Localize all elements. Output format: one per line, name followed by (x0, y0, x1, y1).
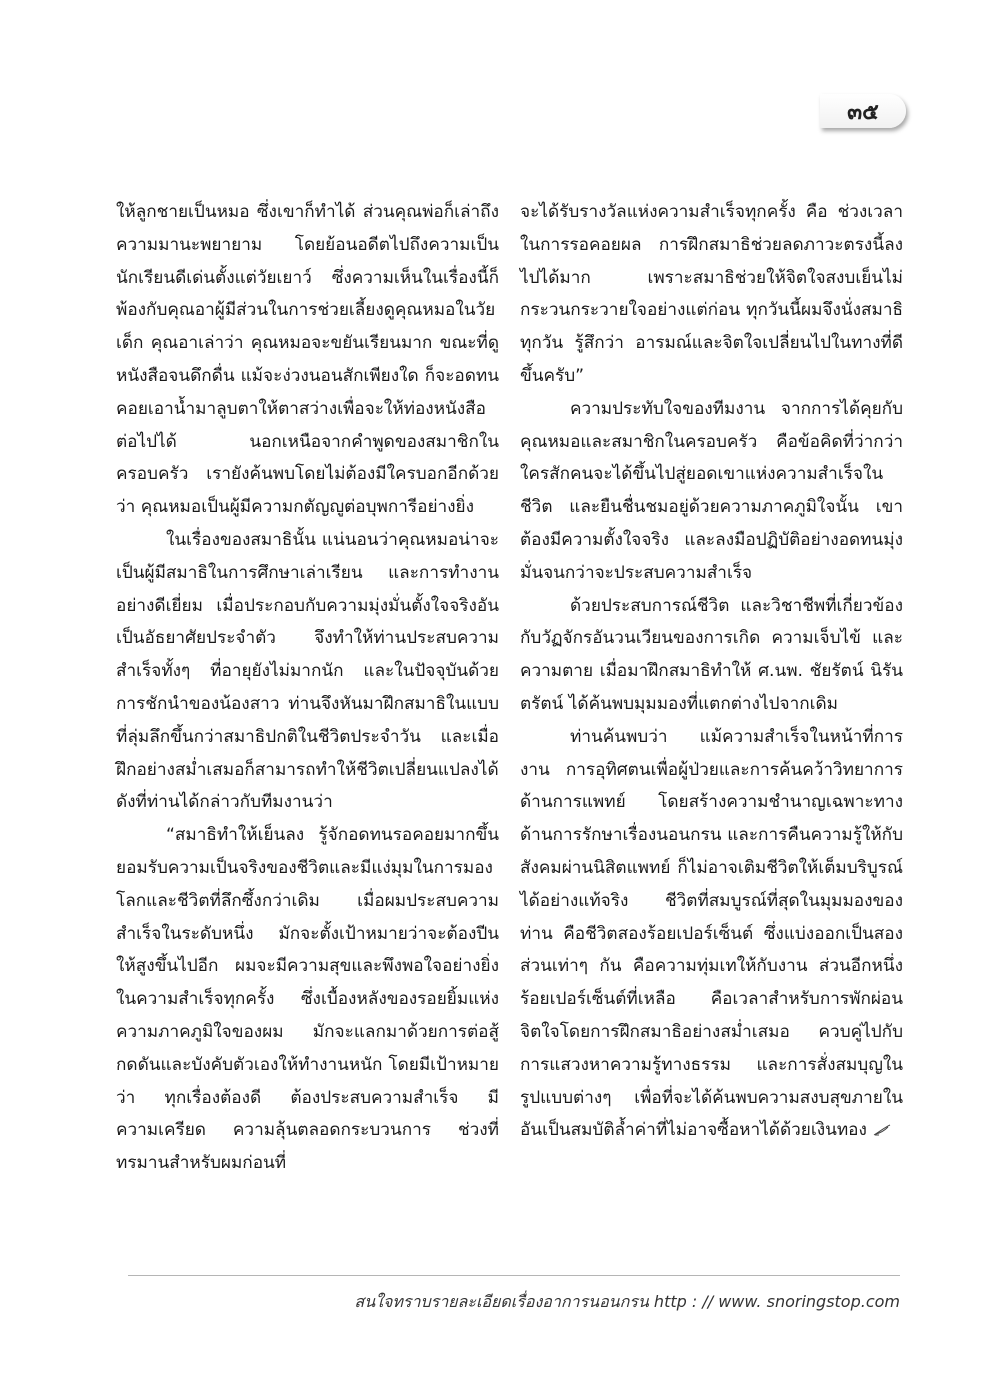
footer-divider (128, 1275, 900, 1276)
left-column (116, 196, 499, 1180)
paragraph: ในเรื่องของสมาธินั้น แน่นอนว่าคุณหมอน่าจะเป็นผู้มีสมาธิในการศึกษาเล่าเรียน และการทำงานอย่างดีเยี่ยม เมื่อประกอบกับความมุ่งมั่นตั้งใจจริงอันเป็นอัธยาศัยประจำตัว จึงทำให้ท่านประสบความสำเร็จทั้งๆ ที่อายุยังไม่มากนัก และในปัจจุบันด้วยการชักนำของน้องสาว ท่านจึงหันมาฝึกสมาธิในแบบที่ลุ่มลึกขึ้นกว่าสมาธิปกติในชีวิตประจำวัน และเมื่อฝึกอย่างสม่ำเสมอก็สามารถทำให้ชีวิตเปลี่ยนแปลงได้ดังที่ท่านได้กล่าวกับทีมงานว่า (116, 529, 499, 813)
quill-end-icon (873, 1124, 891, 1136)
page-number: ๓๕ (847, 99, 879, 125)
paragraph: “สมาธิทำให้เย็นลง รู้จักอดทนรอคอยมากขึ้น ยอมรับความเป็นจริงของชีวิตและมีแง่มุมในการมองโลกและชีวิตที่ลึกซึ้งกว่าเดิม เมื่อผมประสบความสำเร็จในระดับหนึ่ง มักจะตั้งเป้าหมายว่าจะต้องปีนให้สูงขึ้นไปอีก ผมจะมีความสุขและพึงพอใจอย่างยิ่งในความสำเร็จทุกครั้ง ซึ่งเบื้องหลังของรอยยิ้มแห่งความภาคภูมิใจของผม มักจะแลกมาด้วยการต่อสู้กดดันและบังคับตัวเองให้ทำงานหนัก โดยมีเป้าหมายว่า ทุกเรื่องต้องดี ต้องประสบความสำเร็จ มีความเครียด ความลุ้นตลอดกระบวนการ ช่วงที่ทรมานสำหรับผมก่อนที่ (116, 825, 499, 1174)
page-number-tab (820, 94, 906, 128)
paragraph: ด้วยประสบการณ์ชีวิต และวิชาชีพที่เกี่ยวข้องกับวัฏจักรอันวนเวียนของการเกิด ความเจ็บไข้ และความตาย เมื่อมาฝึกสมาธิทำให้ ศ.นพ. ชัยรัตน์ นิรันตรัตน์ ได้ค้นพบมุมมองที่แตกต่างไปจากเดิม (520, 595, 903, 714)
paragraph-last (520, 721, 903, 1147)
right-column (520, 196, 903, 1147)
paragraph-text: ท่านค้นพบว่า แม้ความสำเร็จในหน้าที่การงาน การอุทิศตนเพื่อผู้ป่วยและการค้นคว้าวิทยาการด้านการแพทย์ โดยสร้างความชำนาญเฉพาะทางด้านการรักษาเรื่องนอนกรน และการคืนความรู้ให้กับสังคมผ่านนิสิตแพทย์ ก็ไม่อาจเติมชีวิตให้เต็มบริบูรณ์ได้อย่างแท้จริง ชีวิตที่สมบูรณ์ที่สุดในมุมมองของท่าน คือชีวิตสองร้อยเปอร์เซ็นต์ ซึ่งแบ่งออกเป็นสองส่วนเท่าๆ กัน คือความทุ่มเทให้กับงาน ส่วนอีกหนึ่งร้อยเปอร์เซ็นต์ที่เหลือ คือเวลาสำหรับการพักผ่อนจิตใจโดยการฝึกสมาธิอย่างสม่ำเสมอ ควบคู่ไปกับการแสวงหาความรู้ทางธรรม และการสั่งสมบุญในรูปแบบต่างๆ เพื่อที่จะได้ค้นพบความสงบสุขภายใน อันเป็นสมบัติล้ำค่าที่ไม่อาจซื้อหาได้ด้วยเงินทอง (520, 726, 903, 1141)
paragraph: จะได้รับรางวัลแห่งความสำเร็จทุกครั้ง คือ ช่วงเวลาในการรอคอยผล การฝึกสมาธิช่วยลดภาวะตรงนี้ลงไปได้มาก เพราะสมาธิช่วยให้จิตใจสงบเย็นไม่กระวนกระวายใจอย่างแต่ก่อน ทุกวันนี้ผมจึงนั่งสมาธิทุกวัน รู้สึกว่า อารมณ์และจิตใจเปลี่ยนไปในทางที่ดีขึ้นครับ” (520, 202, 903, 386)
paragraph: ให้ลูกชายเป็นหมอ ซึ่งเขาก็ทำได้ ส่วนคุณพ่อก็เล่าถึงความมานะพยายาม โดยย้อนอดีตไปถึงความเป็นนักเรียนดีเด่นตั้งแต่วัยเยาว์ ซึ่งความเห็นในเรื่องนี้ก็พ้องกับคุณอาผู้มีส่วนในการช่วยเลี้ยงดูคุณหมอในวัยเด็ก คุณอาเล่าว่า คุณหมอจะขยันเรียนมาก ขณะที่ดูหนังสือจนดึกดื่น แม้จะง่วงนอนสักเพียงใด ก็จะอดทนคอยเอาน้ำมาลูบตาให้ตาสว่างเพื่อจะให้ท่องหนังสือต่อไปได้ นอกเหนือจากคำพูดของสมาชิกในครอบครัว เรายังค้นพบโดยไม่ต้องมีใครบอกอีกด้วยว่า คุณหมอเป็นผู้มีความกตัญญูต่อบุพการีอย่างยิ่ง (116, 202, 499, 518)
paragraph: ความประทับใจของทีมงาน จากการได้คุยกับคุณหมอและสมาชิกในครอบครัว คือข้อคิดที่ว่ากว่าใครสักคนจะได้ขึ้นไปสู่ยอดเขาแห่งความสำเร็จในชีวิต และยืนชื่นชมอยู่ด้วยความภาคภูมิใจนั้น เขาต้องมีความตั้งใจจริง และลงมือปฏิบัติอย่างอดทนมุ่งมั่นจนกว่าจะประสบความสำเร็จ (520, 398, 903, 583)
footer-text: สนใจทราบรายละเอียดเรื่องอาการนอนกรน http : // www. snoringstop.com (354, 1292, 900, 1311)
